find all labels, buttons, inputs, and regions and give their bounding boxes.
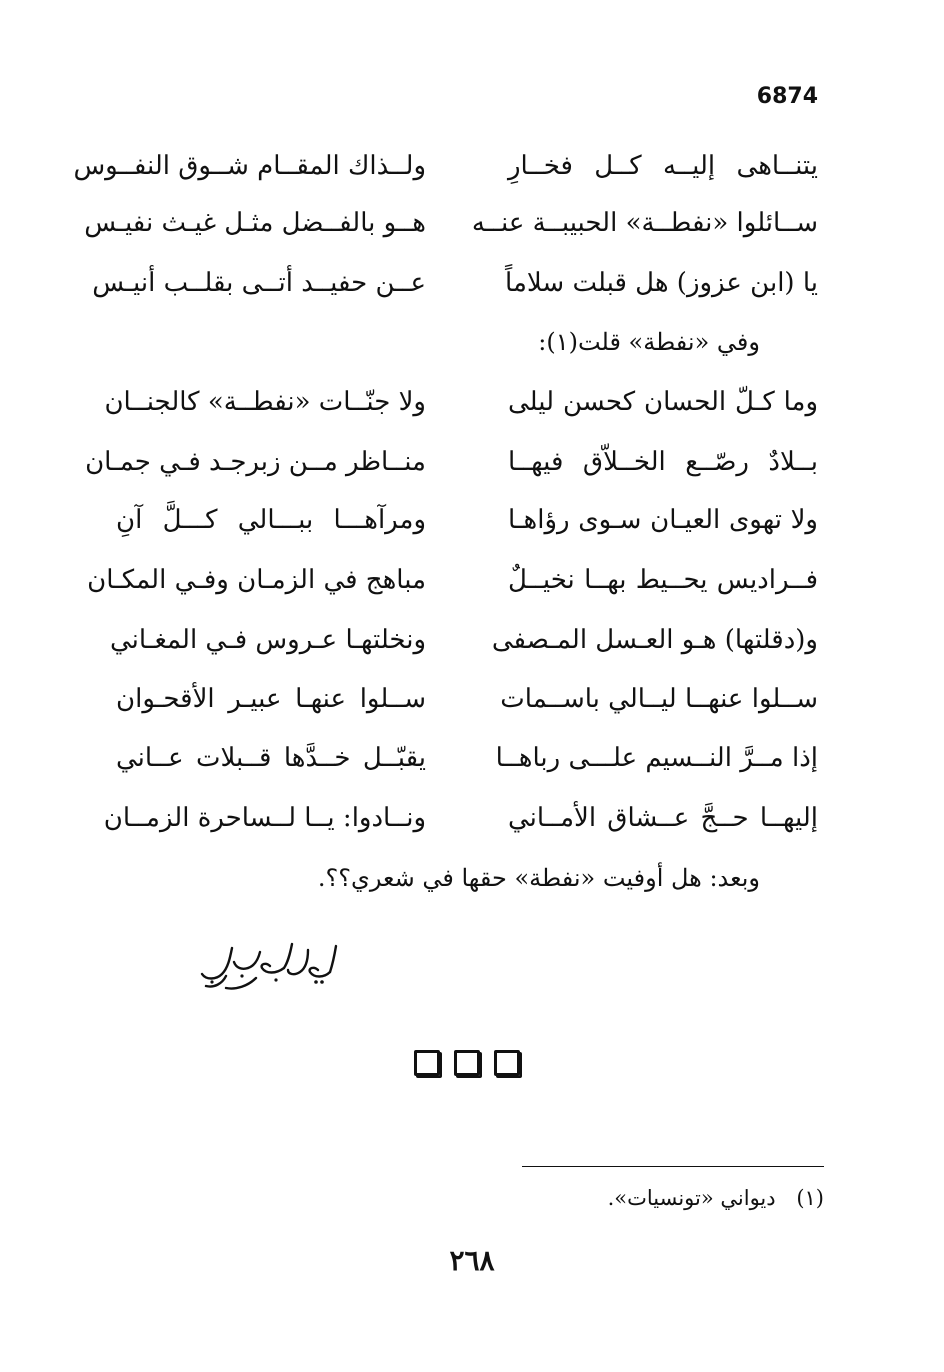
verse-3-second-hemistich: عــن حفيــد أتــى بقلــب أنيـس	[92, 268, 426, 298]
closing-line: وبعد: هل أوفيت «نفطة» حقها في شعري؟؟.	[317, 864, 760, 892]
divider-square	[454, 1050, 480, 1076]
footnote-separator	[522, 1166, 824, 1167]
section-divider-ornament	[414, 1050, 520, 1076]
divider-square	[414, 1050, 440, 1076]
verse-2-second-hemistich: هــو بالفــضل مثـل غيـث نفيـس	[84, 208, 426, 238]
verse-7-second-hemistich: مباهج في الزمـان وفـي المكـان	[87, 565, 426, 595]
verse-11-second-hemistich: ونــادوا: يــا لــساحرة الزمــان	[103, 803, 426, 833]
verse-2-first-hemistich: ســائلوا «نفطــة» الحبيبــة عنــه	[471, 208, 818, 238]
verse-10-second-hemistich: يقبّــل خــدَّها قــبلات عــاني	[116, 743, 426, 773]
verse-6-second-hemistich: ومرآهـــا ببـــالي كـــلَّ آنِ	[116, 505, 426, 535]
handwritten-signature	[196, 938, 344, 994]
verse-1-first-hemistich: يتنــاهى إليــه كــل فخــارِ	[508, 151, 818, 181]
footnote-text: ديواني «تونسيات».	[607, 1186, 776, 1210]
verse-11-first-hemistich: إليهــا حــجَّ عــشاق الأمــاني	[508, 803, 818, 833]
verse-9-first-hemistich: ســلوا عنهــا ليــالي باســمات	[500, 684, 818, 714]
verse-4-second-hemistich: ولا جنّــات «نفطــة» كالجنــان	[104, 387, 426, 417]
verse-3-first-hemistich: يا (ابن عزوز) هل قبلت سلاماً	[505, 268, 818, 298]
intro-line: وفي «نفطة» قلت(١):	[538, 328, 760, 356]
verse-9-second-hemistich: ســلوا عنهـا عبيـر الأقحـوان	[116, 684, 426, 714]
reference-number: 6874	[756, 84, 818, 109]
footnote-marker: (١)	[796, 1186, 824, 1210]
page-number: ٢٦٨	[449, 1244, 495, 1277]
verse-4-first-hemistich: وما كـلّ الحسان كحسن ليلى	[508, 387, 818, 417]
verse-7-first-hemistich: فــراديس يحــيط بهــا نخيــلٌ	[508, 565, 818, 595]
verse-5-second-hemistich: منــاظر مــن زبرجـد فـي جمـان	[85, 447, 426, 477]
divider-square	[494, 1050, 520, 1076]
verse-6-first-hemistich: ولا تهوى العيـان سـوى رؤاهـا	[508, 505, 818, 535]
verse-1-second-hemistich: ولــذاك المقــام شــوق النفــوس	[73, 151, 426, 181]
verse-10-first-hemistich: إذا مــرَّ النــسيم علـــى رباهــا	[495, 743, 818, 773]
footnote	[608, 1186, 824, 1210]
verse-8-second-hemistich: ونخلتهـا عـروس فـي المغـاني	[110, 625, 426, 655]
verse-5-first-hemistich: بــلادٌ رصّــع الخــلاّق فيهــا	[508, 447, 818, 477]
verse-8-first-hemistich: و(دقلتها) هـو العـسل المـصفى	[491, 625, 818, 655]
